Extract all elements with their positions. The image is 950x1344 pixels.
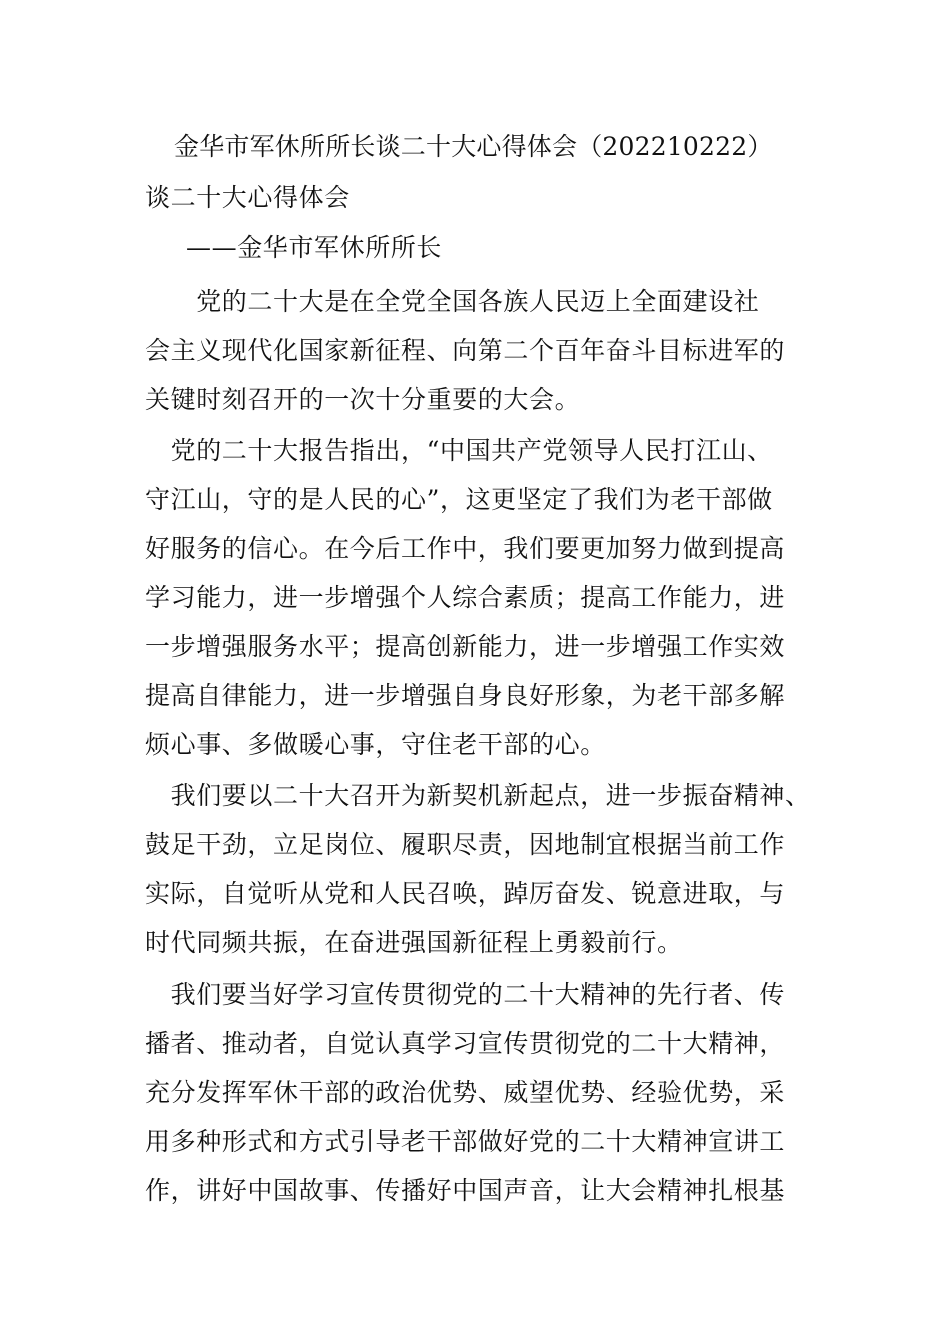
body-line: 实际，自觉听从党和人民召唤，踔厉奋发、锐意进取，与: [145, 879, 786, 908]
body-line: 党的二十大是在全党全国各族人民迈上全面建设社: [145, 287, 760, 316]
document-subtitle: 谈二十大心得体会: [145, 183, 350, 212]
document-title: 金华市军休所所长谈二十大心得体会（202210222）: [174, 132, 773, 161]
body-line: 鼓足干劲，立足岗位、履职尽责，因地制宜根据当前工作: [145, 830, 786, 859]
body-line: 好服务的信心。在今后工作中，我们要更加努力做到提高: [145, 534, 786, 563]
body-line: 提高自律能力，进一步增强自身良好形象，为老干部多解: [145, 681, 786, 710]
document-author: ——金华市军休所所长: [186, 233, 443, 262]
body-line: 关键时刻召开的一次十分重要的大会。: [145, 385, 581, 414]
body-line: 时代同频共振，在奋进强国新征程上勇毅前行。: [145, 928, 683, 957]
body-line: 充分发挥军休干部的政治优势、威望优势、经验优势，采: [145, 1078, 786, 1107]
body-line: 会主义现代化国家新征程、向第二个百年奋斗目标进军的: [145, 336, 786, 365]
body-line: 学习能力，进一步增强个人综合素质；提高工作能力，进: [145, 583, 786, 612]
body-line: 我们要当好学习宣传贯彻党的二十大精神的先行者、传: [145, 980, 786, 1009]
body-line: 作，讲好中国故事、传播好中国声音，让大会精神扎根基: [145, 1176, 786, 1205]
body-line: 播者、推动者，自觉认真学习宣传贯彻党的二十大精神，: [145, 1029, 786, 1058]
body-line: 我们要以二十大召开为新契机新起点，进一步振奋精神、: [145, 781, 811, 810]
body-line: 党的二十大报告指出，“中国共产党领导人民打江山、: [145, 436, 773, 465]
body-line: 守江山，守的是人民的心”，这更坚定了我们为老干部做: [145, 485, 773, 514]
body-line: 一步增强服务水平；提高创新能力，进一步增强工作实效: [145, 632, 786, 661]
body-line: 用多种形式和方式引导老干部做好党的二十大精神宣讲工: [145, 1127, 786, 1156]
body-line: 烦心事、多做暖心事，守住老干部的心。: [145, 730, 606, 759]
